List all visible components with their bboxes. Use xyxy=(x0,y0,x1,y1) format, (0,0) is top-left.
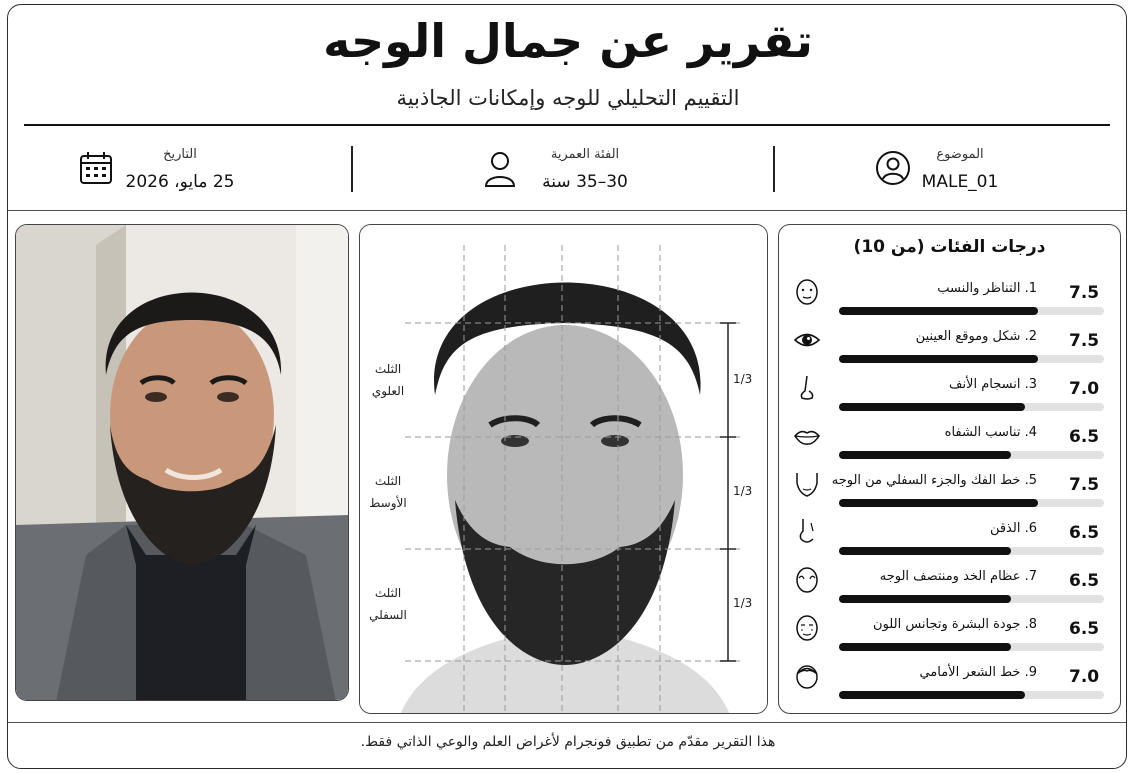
score-bar-track xyxy=(839,691,1104,699)
subject-value: MALE_01 xyxy=(921,172,999,192)
score-bar-fill xyxy=(839,547,1011,555)
score-category-label: 8. جودة البشرة وتجانس اللون xyxy=(873,617,1037,632)
age-label: الفئة العمرية xyxy=(550,147,620,162)
score-row xyxy=(779,661,1120,705)
score-bar-track xyxy=(839,403,1104,411)
score-bar-track xyxy=(839,499,1104,507)
report-subtitle: التقييم التحليلي للوجه وإمكانات الجاذبية xyxy=(396,86,740,110)
score-row xyxy=(779,277,1120,321)
report-title: تقرير عن جمال الوجه xyxy=(323,14,813,68)
upper-third-ratio: 1/3 xyxy=(733,372,753,386)
score-row xyxy=(779,325,1120,369)
score-value: 7.5 xyxy=(1069,283,1100,303)
date-value: 25 مايو، 2026 xyxy=(125,172,235,192)
score-bar-track xyxy=(839,307,1104,315)
score-bar-track xyxy=(839,595,1104,603)
facial-thirds-analysis xyxy=(359,224,768,714)
lips-icon xyxy=(793,421,821,451)
score-bar-track xyxy=(839,643,1104,651)
cheekbones-icon xyxy=(793,565,821,595)
eye-icon xyxy=(793,325,821,355)
jawline-icon xyxy=(793,469,821,499)
score-value: 6.5 xyxy=(1069,571,1100,591)
middle-third-label: الثلث الأوسط xyxy=(369,474,407,510)
score-row xyxy=(779,517,1120,561)
score-category-label: 4. تناسب الشفاه xyxy=(944,425,1037,440)
age-value: 30–35 سنة xyxy=(542,172,628,192)
nose-icon xyxy=(793,373,821,403)
score-value: 7.5 xyxy=(1069,475,1100,495)
face-outline-icon xyxy=(793,277,821,307)
subject-label: الموضوع xyxy=(936,147,984,162)
score-row xyxy=(779,613,1120,657)
category-scores-panel xyxy=(778,224,1121,714)
score-bar-fill xyxy=(839,691,1025,699)
scores-title: درجات الفئات (من 10) xyxy=(853,237,1046,257)
score-bar-fill xyxy=(839,307,1038,315)
score-category-label: 6. الذقن xyxy=(989,521,1037,536)
score-row xyxy=(779,373,1120,417)
date-label: التاريخ xyxy=(163,147,197,162)
person-icon xyxy=(482,150,518,188)
score-bar-fill xyxy=(839,355,1038,363)
portrait-illustration xyxy=(16,225,349,701)
score-value: 7.0 xyxy=(1069,379,1100,399)
lower-third-ratio: 1/3 xyxy=(733,596,753,610)
meta-divider xyxy=(8,210,1126,211)
score-bar-fill xyxy=(839,403,1025,411)
score-category-label: 3. انسجام الأنف xyxy=(948,377,1037,392)
skin-icon xyxy=(793,613,821,643)
subject-photo xyxy=(15,224,349,701)
upper-third-label: الثلث العلوي xyxy=(371,362,405,398)
meta-separator xyxy=(351,146,353,192)
score-row xyxy=(779,469,1120,513)
chin-icon xyxy=(793,517,821,547)
hairline-icon xyxy=(793,661,821,691)
score-row xyxy=(779,421,1120,465)
score-bar-fill xyxy=(839,595,1011,603)
score-category-label: 9. خط الشعر الأمامي xyxy=(919,665,1037,680)
score-bar-track xyxy=(839,547,1104,555)
score-value: 6.5 xyxy=(1069,619,1100,639)
footer-divider xyxy=(8,722,1126,723)
score-bar-fill xyxy=(839,643,1011,651)
score-bar-track xyxy=(839,451,1104,459)
score-category-label: 7. عظام الخد ومنتصف الوجه xyxy=(879,569,1037,584)
score-value: 7.5 xyxy=(1069,331,1100,351)
score-category-label: 2. شكل وموقع العينين xyxy=(915,329,1037,344)
score-value: 6.5 xyxy=(1069,427,1100,447)
disclaimer-text: هذا التقرير مقدّم من تطبيق فونجرام لأغراض العلم والوعي الذاتي فقط. xyxy=(360,734,776,750)
header-divider xyxy=(24,124,1110,126)
score-bar-track xyxy=(839,355,1104,363)
middle-third-ratio: 1/3 xyxy=(733,484,753,498)
score-value: 7.0 xyxy=(1069,667,1100,687)
lower-third-label: الثلث السفلي xyxy=(369,586,407,622)
facial-thirds-diagram xyxy=(360,225,768,714)
score-bar-fill xyxy=(839,451,1011,459)
score-row xyxy=(779,565,1120,609)
score-bar-fill xyxy=(839,499,1038,507)
calendar-icon xyxy=(79,151,113,185)
meta-separator xyxy=(773,146,775,192)
score-value: 6.5 xyxy=(1069,523,1100,543)
score-category-label: 1. التناظر والنسب xyxy=(937,281,1037,296)
score-category-label: 5. خط الفك والجزء السفلي من الوجه xyxy=(831,473,1037,488)
